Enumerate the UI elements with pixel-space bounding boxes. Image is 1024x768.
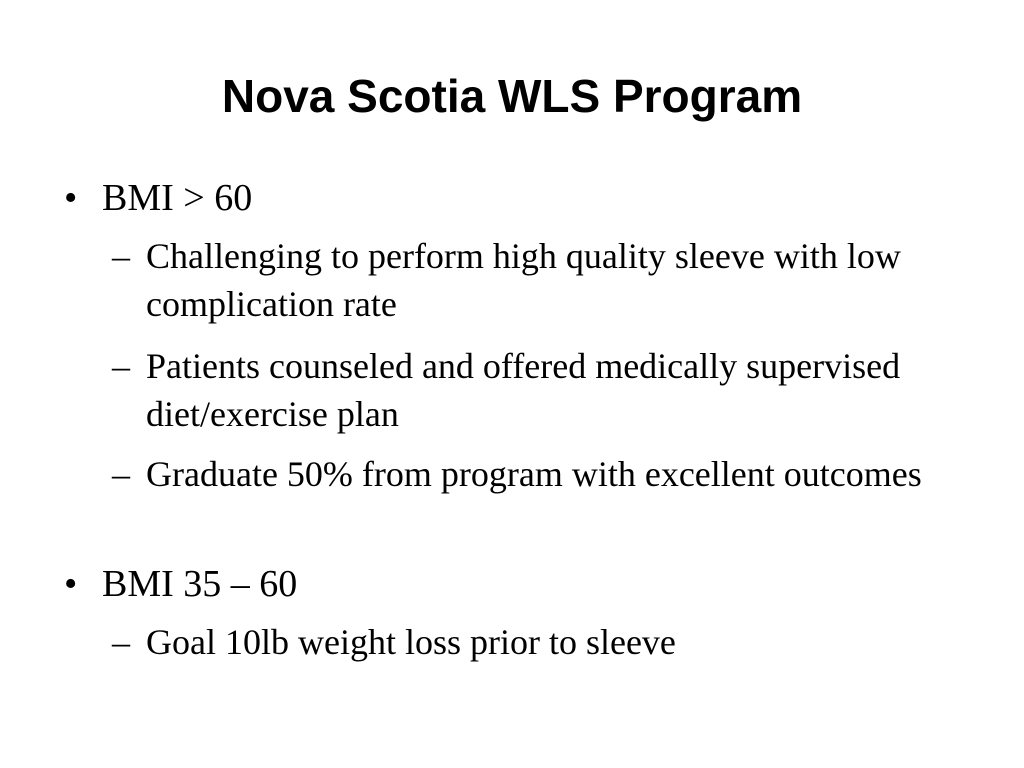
bullet-icon: • [64,177,78,219]
bullet-text: BMI 35 – 60 [102,563,298,605]
bullet-icon: • [64,563,78,605]
dash-icon: – [112,236,130,276]
sub-bullet-text: Goal 10lb weight loss prior to sleeve [146,622,676,662]
dash-icon: – [112,454,130,494]
bullet-text: BMI > 60 [102,177,253,219]
sub-bullet-text: Patients counseled and offered medically supervised diet/exercise plan [146,346,901,434]
slide-title: Nova Scotia WLS Program [221,70,803,122]
sub-bullet-text: Challenging to perform high quality sleeve with low complication rate [146,236,901,324]
dash-icon: – [112,622,130,662]
sub-bullet-item [112,618,952,666]
sub-bullet-item [112,450,952,498]
dash-icon: – [112,346,130,386]
sub-bullet-item [112,342,952,438]
sub-bullet-text: Graduate 50% from program with excellent outcomes [146,454,922,494]
sub-bullet-item [112,232,952,328]
